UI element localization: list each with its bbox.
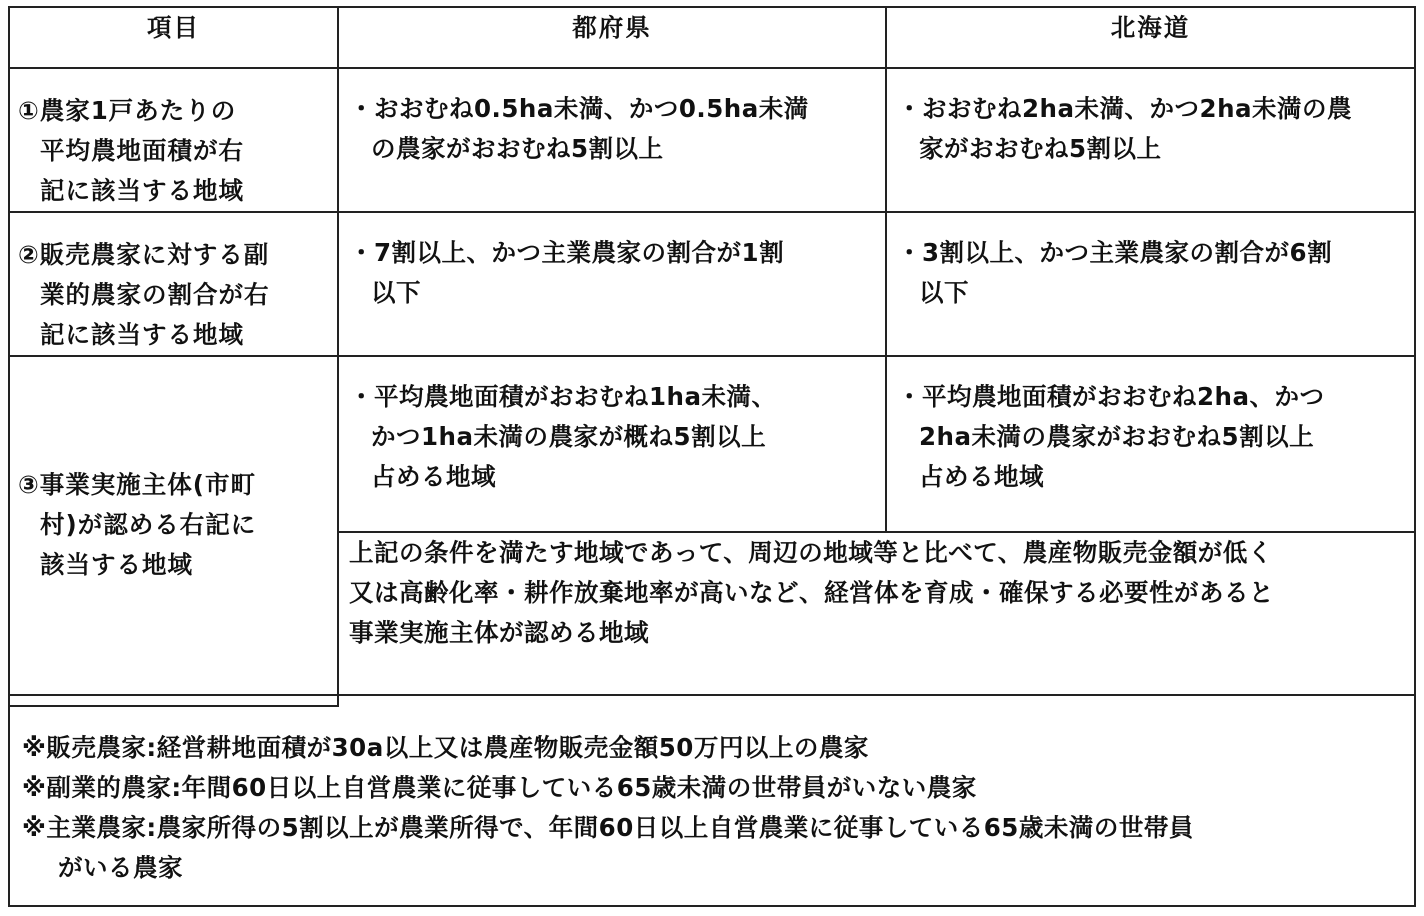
- row1-hokkaido-cell: [886, 68, 1414, 212]
- row3-prefecture-line: 占める地域: [371, 462, 496, 491]
- row1-item-cell: [10, 68, 338, 212]
- row1-item-line: 記に該当する地域: [40, 176, 244, 205]
- criteria-frame: [8, 6, 1416, 907]
- footnote-main-business-farm-continued: がいる農家: [58, 853, 183, 882]
- row1-item-line: 平均農地面積が右: [40, 136, 244, 165]
- footnote-sales-farm: ※販売農家:経営耕地面積が30a以上又は農産物販売金額50万円以上の農家: [22, 733, 869, 762]
- footnote-main-business-farm: ※主業農家:農家所得の5割以上が農業所得で、年間60日以上自営農業に従事している65歳未満の世帯員: [22, 813, 1194, 842]
- row1-prefecture-line: の農家がおおむね5割以上: [371, 134, 664, 163]
- row3-combined-cell: [338, 532, 1414, 706]
- row3-prefecture-line: ・平均農地面積がおおむね1ha未満、: [349, 382, 777, 411]
- row2-item-line: 記に該当する地域: [40, 320, 244, 349]
- row1-hokkaido-line: 家がおおむね5割以上: [919, 134, 1162, 163]
- row1-prefecture-cell: [338, 68, 886, 212]
- row3-hokkaido-line: 占める地域: [919, 462, 1044, 491]
- row3-item-line: 村)が認める右記に: [40, 510, 257, 539]
- row3-item-cell: [10, 356, 338, 706]
- table-row: [10, 356, 1414, 532]
- row3-prefecture-cell: [338, 356, 886, 532]
- table-row: [10, 68, 1414, 212]
- row3-prefecture-line: かつ1ha未満の農家が概ね5割以上: [371, 422, 767, 451]
- notes-divider: [10, 694, 1414, 696]
- row3-combined-line: 事業実施主体が認める地域: [349, 618, 649, 647]
- row3-hokkaido-line: 2ha未満の農家がおおむね5割以上: [919, 422, 1315, 451]
- row1-hokkaido-line: ・おおむね2ha未満、かつ2ha未満の農: [897, 94, 1353, 123]
- footnotes: [22, 728, 1406, 888]
- row2-item-line: ②販売農家に対する副: [18, 240, 270, 269]
- row1-prefecture-line: ・おおむね0.5ha未満、かつ0.5ha未満: [349, 94, 809, 123]
- row3-combined-line: 又は高齢化率・耕作放棄地率が高いなど、経営体を育成・確保する必要性があると: [349, 578, 1274, 607]
- header-row: [10, 8, 1414, 68]
- row2-hokkaido-line: ・3割以上、かつ主業農家の割合が6割: [897, 238, 1333, 267]
- header-prefecture: 都府県: [338, 8, 886, 68]
- row3-hokkaido-cell: [886, 356, 1414, 532]
- footnote-side-business-farm: ※副業的農家:年間60日以上自営農業に従事している65歳未満の世帯員がいない農家: [22, 773, 977, 802]
- criteria-table: [10, 8, 1414, 707]
- row2-item-cell: [10, 212, 338, 356]
- row3-item-line: 該当する地域: [40, 550, 193, 579]
- row3-item-line: ③事業実施主体(市町: [18, 470, 256, 499]
- row2-hokkaido-line: 以下: [919, 278, 969, 307]
- row2-hokkaido-cell: [886, 212, 1414, 356]
- header-item: 項目: [10, 8, 338, 68]
- row3-combined-line: 上記の条件を満たす地域であって、周辺の地域等と比べて、農産物販売金額が低く: [349, 538, 1273, 567]
- row1-item-line: ①農家1戸あたりの: [18, 96, 237, 125]
- row2-prefecture-line: ・7割以上、かつ主業農家の割合が1割: [349, 238, 785, 267]
- row2-item-line: 業的農家の割合が右: [40, 280, 270, 309]
- header-hokkaido: 北海道: [886, 8, 1414, 68]
- row3-hokkaido-line: ・平均農地面積がおおむね2ha、かつ: [897, 382, 1325, 411]
- row2-prefecture-cell: [338, 212, 886, 356]
- table-row: [10, 212, 1414, 356]
- row2-prefecture-line: 以下: [371, 278, 421, 307]
